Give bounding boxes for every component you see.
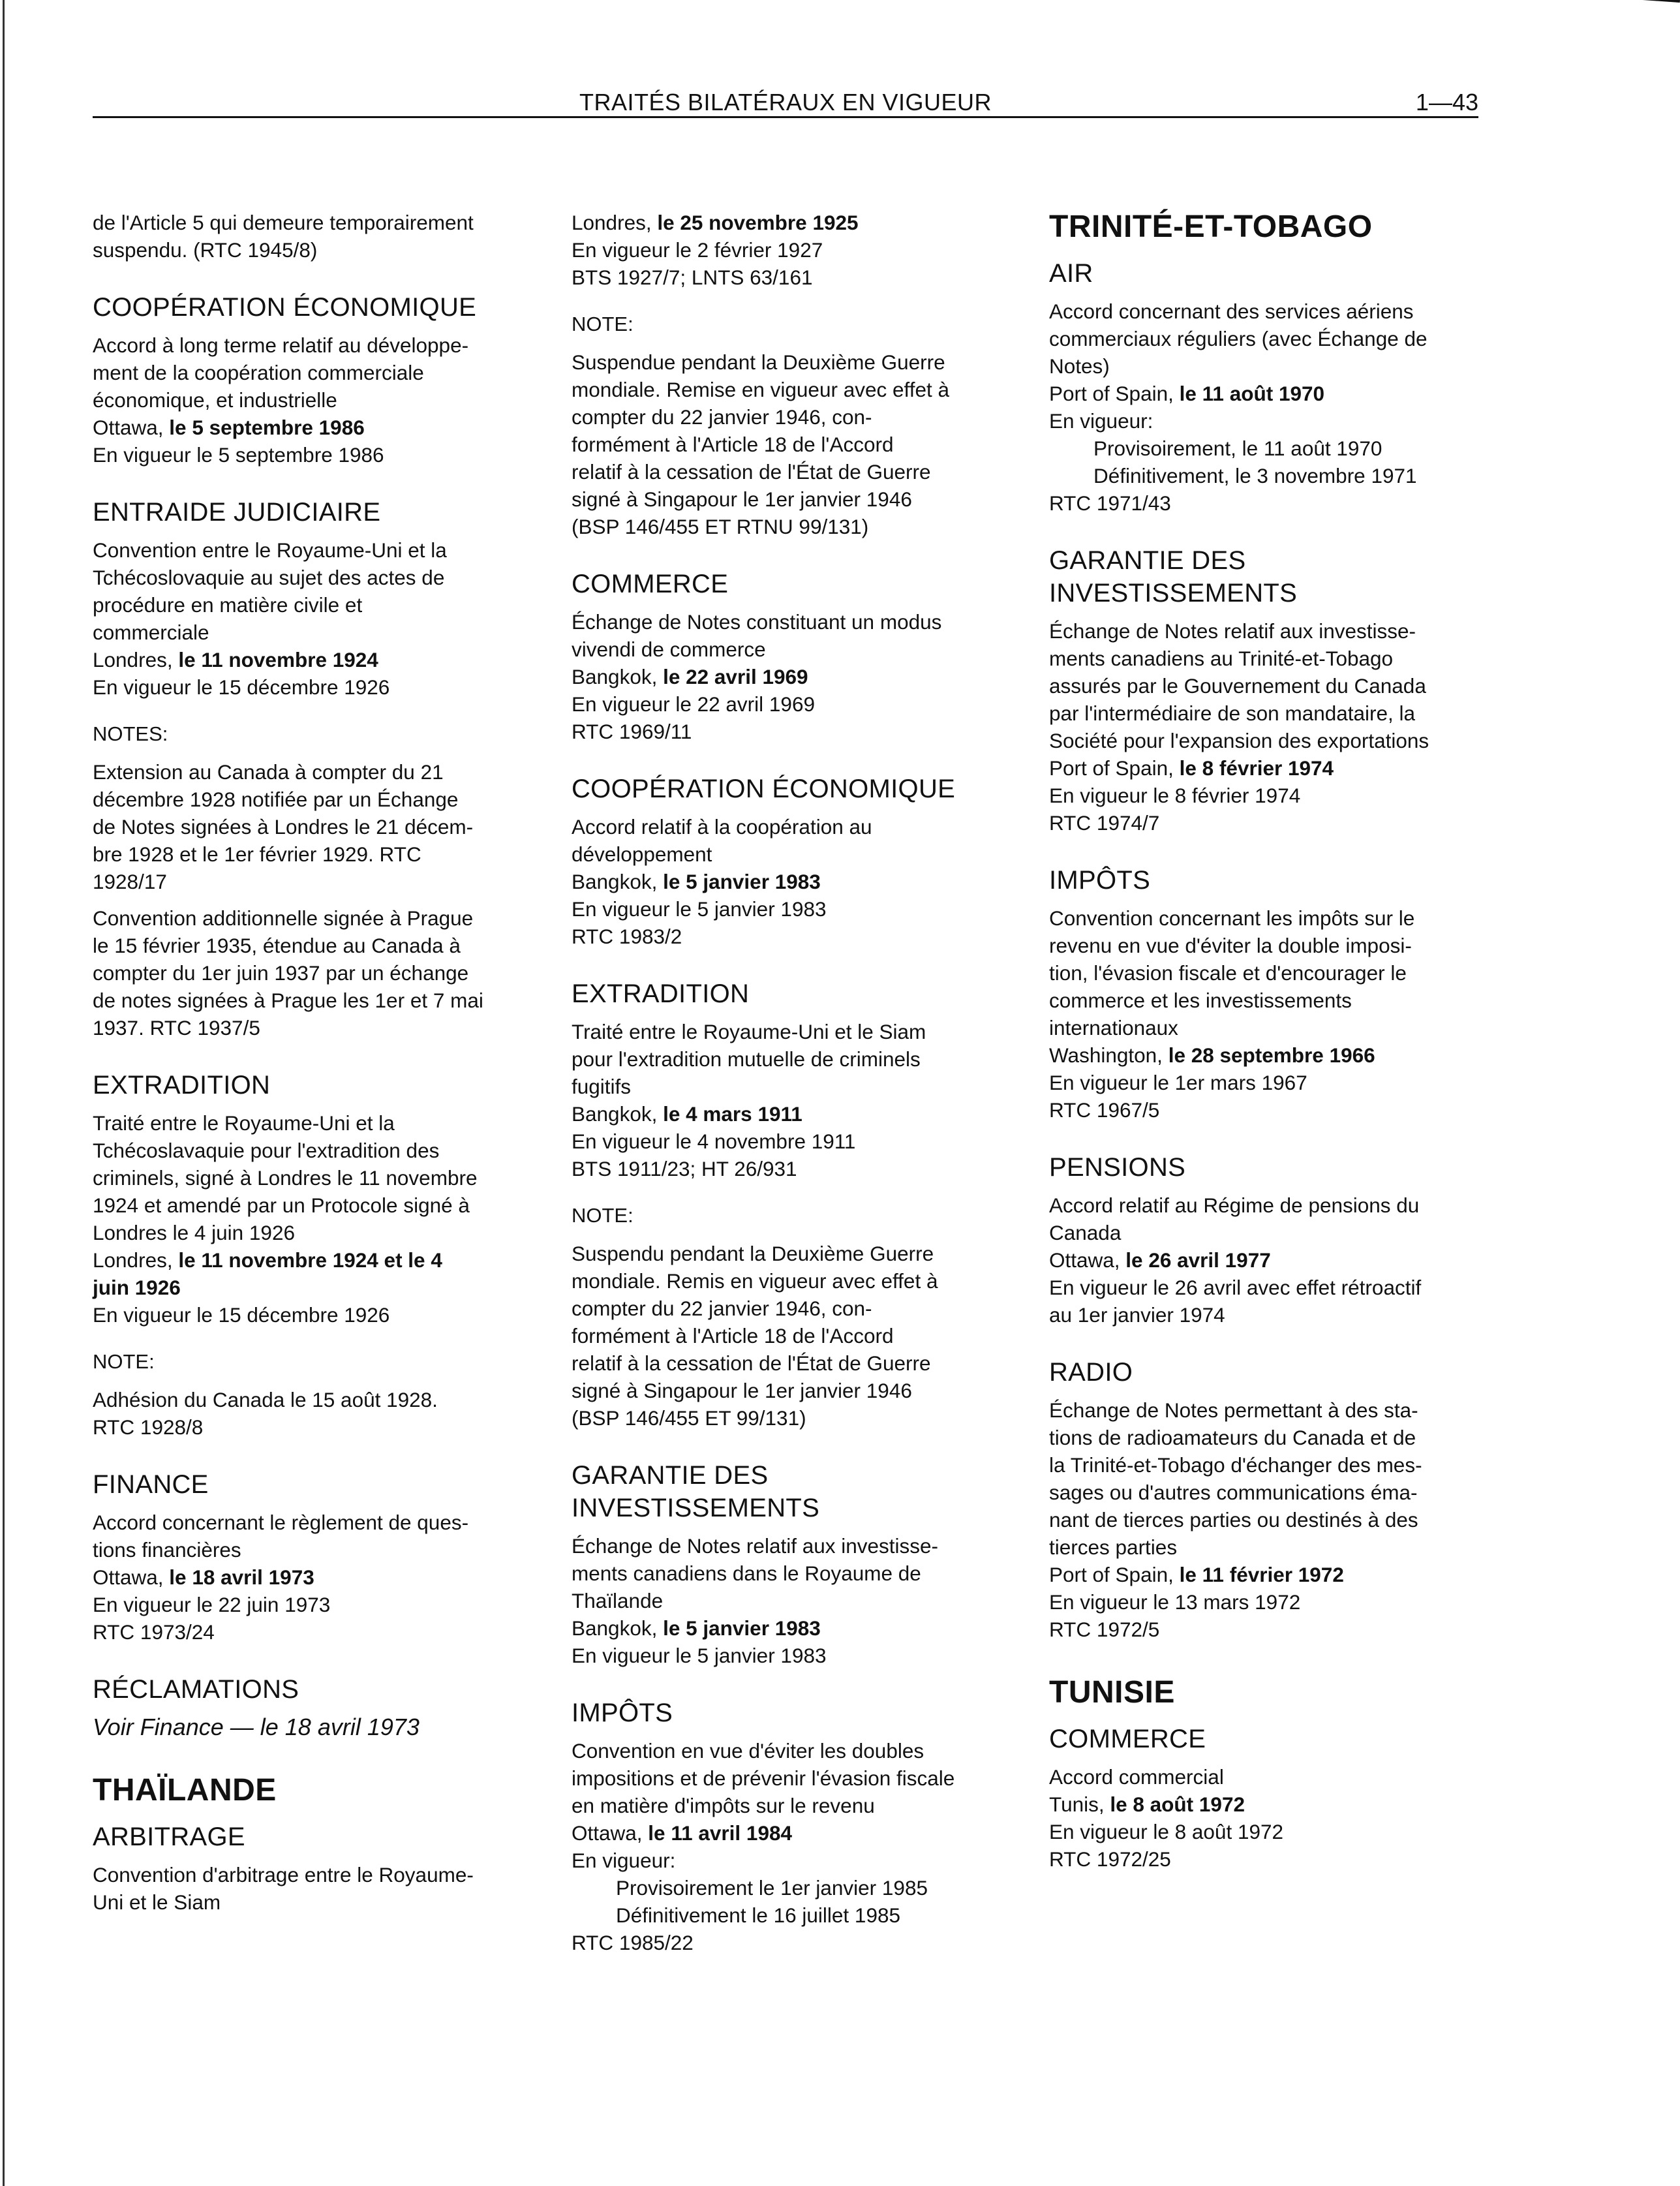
text-line: Société pour l'expansion des exportations: [1049, 729, 1429, 752]
signature-date: le 5 janvier 1983: [663, 870, 821, 893]
signature-date: le 18 avril 1973: [169, 1565, 314, 1589]
text-line: Traité entre le Royaume-Uni et le Siam: [572, 1020, 926, 1043]
section-heading: IMPÔTS: [572, 1699, 673, 1727]
text-line: Échange de Notes constituant un modus: [572, 610, 942, 634]
section-heading: FINANCE: [93, 1470, 209, 1499]
text-line: développement: [572, 842, 712, 866]
text-line: assurés par le Gouvernement du Canada: [1049, 674, 1426, 698]
signature-place: Port of Spain,: [1049, 756, 1180, 780]
signature-place: Ottawa,: [572, 1821, 649, 1845]
signature-place: Bangkok,: [572, 1102, 664, 1126]
signature-line: [93, 1563, 533, 1591]
continued-entry: [572, 209, 1015, 291]
signature-place: Tunis,: [1049, 1793, 1110, 1816]
treaty-reference: RTC 1972/25: [1049, 1847, 1171, 1871]
treaty-reference: RTC 1972/5: [1049, 1618, 1160, 1641]
text-line: Accord commercial: [1049, 1765, 1224, 1789]
section-heading-line: GARANTIE DES: [1049, 546, 1246, 575]
section-heading: RADIO: [1049, 1358, 1133, 1387]
text-line: bre 1928 et le 1er février 1929. RTC: [93, 842, 421, 866]
signature-date: le 26 avril 1977: [1125, 1248, 1271, 1272]
text-line: Thaïlande: [572, 1589, 664, 1612]
section-heading: EXTRADITION: [572, 979, 750, 1008]
text-line: de Notes signées à Londres le 21 décem-: [93, 815, 474, 839]
treaty-entry: [93, 1109, 533, 1329]
text-line: Uni et le Siam: [93, 1890, 221, 1914]
text-line: commerciale: [93, 621, 209, 644]
text-line: Canada: [1049, 1221, 1122, 1244]
provisional-date: Provisoirement le 1er janvier 1985: [616, 1876, 928, 1900]
entry-into-force: En vigueur le 15 décembre 1926: [93, 1303, 390, 1327]
signature-date: le 5 janvier 1983: [663, 1616, 821, 1640]
note-label: NOTE:: [572, 1204, 634, 1227]
treaty-reference: RTC 1974/7: [1049, 811, 1160, 835]
text-line: mondiale. Remis en vigueur avec effet à: [572, 1269, 938, 1293]
text-line: économique, et industrielle: [93, 388, 337, 412]
text-line: Extension au Canada à compter du 21: [93, 760, 444, 784]
provisional-date: Provisoirement, le 11 août 1970: [1093, 437, 1382, 460]
treaty-entry: [1049, 1763, 1486, 1873]
text-line: Accord à long terme relatif au développe-: [93, 333, 469, 357]
signature-date: le 28 septembre 1966: [1168, 1043, 1375, 1067]
treaty-reference: RTC 1985/22: [572, 1931, 694, 1954]
signature-line: [1049, 1561, 1486, 1588]
signature-line: [93, 1246, 533, 1274]
text-line: de notes signées à Prague les 1er et 7 mai: [93, 989, 483, 1012]
column-middle: [572, 209, 1015, 1956]
text-line: de l'Article 5 qui demeure temporairement: [93, 211, 474, 234]
text-line: internationaux: [1049, 1016, 1178, 1039]
entry-into-force: En vigueur le 8 août 1972: [1049, 1820, 1284, 1843]
text-line: ments canadiens dans le Royaume de: [572, 1562, 921, 1585]
section-heading-line: INVESTISSEMENTS: [572, 1494, 820, 1522]
entry-into-force: En vigueur le 5 janvier 1983: [572, 1644, 827, 1667]
entry-into-force: En vigueur le 22 avril 1969: [572, 692, 815, 716]
note-text: [93, 904, 533, 1041]
section-heading-line: INVESTISSEMENTS: [1049, 579, 1298, 608]
country-heading: TRINITÉ-ET-TOBAGO: [1049, 209, 1373, 244]
treaty-reference: RTC 1973/24: [93, 1620, 215, 1644]
entry-into-force: En vigueur le 2 février 1927: [572, 238, 823, 262]
text-line: compter du 22 janvier 1946, con-: [572, 1297, 872, 1320]
text-line: vivendi de commerce: [572, 638, 766, 661]
text-line: formément à l'Article 18 de l'Accord: [572, 1324, 894, 1347]
text-line: (BSP 146/455 ET 99/131): [572, 1406, 806, 1430]
text-line: tion, l'évasion fiscale et d'encourager le: [1049, 961, 1407, 985]
section-heading: ENTRAIDE JUDICIAIRE: [93, 498, 381, 527]
signature-place: Londres,: [572, 211, 658, 234]
treaty-entry: [1049, 298, 1486, 517]
entry-into-force: En vigueur le 1er mars 1967: [1049, 1071, 1307, 1094]
continued-entry: [93, 209, 533, 264]
signature-date: juin 1926: [93, 1276, 181, 1299]
column-right: [1049, 209, 1486, 1873]
signature-place: Londres,: [93, 648, 179, 671]
treaty-reference: RTC 1969/11: [572, 720, 692, 743]
text-line: Convention entre le Royaume-Uni et la: [93, 538, 447, 562]
text-line: suspendu. (RTC 1945/8): [93, 238, 318, 262]
treaty-entry: [93, 1714, 533, 1741]
signature-line: [572, 868, 1015, 895]
section-heading: PENSIONS: [1049, 1153, 1186, 1182]
signature-line: [572, 1100, 1015, 1128]
treaty-reference: RTC 1983/2: [572, 925, 682, 948]
text-line: Traité entre le Royaume-Uni et la: [93, 1111, 395, 1135]
text-line: fugitifs: [572, 1075, 632, 1098]
section-heading: COMMERCE: [1049, 1725, 1206, 1753]
entry-into-force: En vigueur le 13 mars 1972: [1049, 1590, 1301, 1614]
signature-date: le 22 avril 1969: [663, 665, 808, 688]
country-heading: THAÏLANDE: [93, 1773, 277, 1808]
column-left: [93, 209, 533, 1916]
text-line: la Trinité-et-Tobago d'échanger des mes-: [1049, 1453, 1422, 1477]
entry-into-force: En vigueur le 22 juin 1973: [93, 1593, 331, 1616]
signature-place: Bangkok,: [572, 870, 664, 893]
signature-place: Bangkok,: [572, 1616, 664, 1640]
text-line: Accord concernant des services aériens: [1049, 300, 1414, 323]
treaty-reference: BTS 1927/7; LNTS 63/161: [572, 266, 813, 289]
signature-date: le 11 novembre 1924 et le 4: [178, 1248, 442, 1272]
treaty-entry: [93, 1861, 533, 1916]
note-text: [93, 758, 533, 895]
text-line: signé à Singapour le 1er janvier 1946: [572, 1379, 912, 1402]
text-line: relatif à la cessation de l'État de Guerre: [572, 1351, 931, 1375]
text-line: mondiale. Remise en vigueur avec effet à: [572, 378, 949, 401]
text-line: ments canadiens au Trinité-et-Tobago: [1049, 647, 1394, 670]
text-line: commerce et les investissements: [1049, 989, 1352, 1012]
section-heading: COOPÉRATION ÉCONOMIQUE: [93, 293, 477, 322]
section-heading: RÉCLAMATIONS: [93, 1675, 299, 1704]
text-line: pour l'extradition mutuelle de criminels: [572, 1047, 921, 1071]
text-line: ment de la coopération commerciale: [93, 361, 424, 384]
entry-into-force: au 1er janvier 1974: [1049, 1303, 1225, 1327]
section-heading: [1049, 544, 1486, 609]
running-header: [93, 86, 1478, 118]
signature-line: [93, 646, 533, 673]
treaty-entry: [572, 1737, 1015, 1956]
text-line: procédure en matière civile et: [93, 593, 363, 617]
cross-reference: Voir Finance — le 18 avril 1973: [93, 1714, 420, 1740]
page-number: 1—43: [1415, 89, 1478, 115]
signature-line: [1049, 754, 1486, 782]
entry-into-force: En vigueur le 8 février 1974: [1049, 784, 1301, 807]
signature-date: le 25 novembre 1925: [657, 211, 859, 234]
text-line: 1928/17: [93, 870, 167, 893]
signature-line: [1049, 380, 1486, 407]
definitive-date: Définitivement le 16 juillet 1985: [616, 1903, 901, 1927]
treaty-entry: [1049, 617, 1486, 837]
treaty-entry: [572, 608, 1015, 745]
text-line: Accord relatif à la coopération au: [572, 815, 872, 839]
signature-date: le 11 avril 1984: [648, 1821, 792, 1845]
section-heading: COMMERCE: [572, 570, 729, 598]
signature-place: Ottawa,: [1049, 1248, 1126, 1272]
text-line: par l'intermédiaire de son mandataire, la: [1049, 701, 1416, 725]
text-line: Tchécoslovaquie au sujet des actes de: [93, 566, 445, 589]
note-text: [572, 348, 1015, 540]
text-line: formément à l'Article 18 de l'Accord: [572, 433, 894, 456]
text-line: Tchécoslavaquie pour l'extradition des: [93, 1139, 440, 1162]
text-line: sages ou d'autres communications éma-: [1049, 1481, 1418, 1504]
signature-date: le 4 mars 1911: [663, 1102, 802, 1126]
note-label: NOTE:: [572, 313, 634, 335]
text-line: Adhésion du Canada le 15 août 1928.: [93, 1388, 438, 1411]
text-line: Suspendu pendant la Deuxième Guerre: [572, 1242, 934, 1265]
signature-date: le 11 novembre 1924: [178, 648, 378, 671]
section-heading: ARBITRAGE: [93, 1823, 245, 1851]
text-line: 1924 et amendé par un Protocole signé à: [93, 1193, 470, 1217]
treaty-entry: [93, 536, 533, 701]
text-line: Convention additionnelle signée à Prague: [93, 906, 474, 930]
text-line: tierces parties: [1049, 1535, 1178, 1559]
text-line: Notes): [1049, 354, 1110, 378]
entry-into-force: En vigueur le 5 janvier 1983: [572, 897, 827, 921]
signature-line: [1049, 1791, 1486, 1818]
text-line: tions financières: [93, 1538, 241, 1562]
text-line: impositions et de prévenir l'évasion fiscale: [572, 1766, 955, 1790]
entry-into-force: En vigueur:: [572, 1849, 676, 1872]
text-line: Convention en vue d'éviter les doubles: [572, 1739, 924, 1763]
entry-into-force: En vigueur le 26 avril avec effet rétroactif: [1049, 1276, 1422, 1299]
section-heading: [572, 1459, 1015, 1524]
signature-date: le 11 août 1970: [1179, 382, 1325, 405]
section-heading: AIR: [1049, 259, 1093, 288]
signature-date: le 11 février 1972: [1179, 1563, 1344, 1586]
signature-line: [572, 209, 1015, 236]
text-line: tions de radioamateurs du Canada et de: [1049, 1426, 1416, 1449]
text-line: revenu en vue d'éviter la double imposi-: [1049, 934, 1412, 957]
signature-place: Bangkok,: [572, 665, 664, 688]
treaty-entry: [1049, 904, 1486, 1124]
section-heading: EXTRADITION: [93, 1071, 271, 1100]
text-line: Suspendue pendant la Deuxième Guerre: [572, 350, 945, 374]
text-line: RTC 1928/8: [93, 1415, 204, 1439]
signature-date: le 5 septembre 1986: [169, 416, 365, 439]
signature-place: Port of Spain,: [1049, 1563, 1180, 1586]
text-line: Échange de Notes permettant à des sta-: [1049, 1398, 1418, 1422]
text-line: Échange de Notes relatif aux investisse-: [1049, 619, 1416, 643]
running-title: TRAITÉS BILATÉRAUX EN VIGUEUR: [579, 89, 992, 115]
section-heading: COOPÉRATION ÉCONOMIQUE: [572, 775, 956, 803]
text-line: signé à Singapour le 1er janvier 1946: [572, 487, 912, 511]
note-text: [572, 1240, 1015, 1432]
signature-line: [93, 414, 533, 441]
section-heading-line: GARANTIE DES: [572, 1461, 769, 1490]
treaty-reference: BTS 1911/23; HT 26/931: [572, 1157, 797, 1180]
treaty-entry: [1049, 1396, 1486, 1643]
entry-into-force: En vigueur:: [1049, 409, 1153, 433]
signature-place: Ottawa,: [93, 416, 170, 439]
country-heading: TUNISIE: [1049, 1675, 1175, 1710]
notes-label: NOTES:: [93, 722, 168, 745]
text-line: Accord concernant le règlement de ques-: [93, 1511, 469, 1534]
text-line: (BSP 146/455 ET RTNU 99/131): [572, 515, 869, 538]
treaty-entry: [93, 331, 533, 469]
treaty-entry: [1049, 1192, 1486, 1329]
section-heading: IMPÔTS: [1049, 866, 1151, 895]
signature-line: [572, 1819, 1015, 1847]
text-line: criminels, signé à Londres le 11 novembre: [93, 1166, 478, 1190]
text-line: Convention d'arbitrage entre le Royaume-: [93, 1863, 474, 1886]
text-line: Convention concernant les impôts sur le: [1049, 906, 1415, 930]
text-line: nant de tierces parties ou destinés à des: [1049, 1508, 1418, 1532]
treaty-reference: RTC 1967/5: [1049, 1098, 1160, 1122]
entry-into-force: En vigueur le 4 novembre 1911: [572, 1130, 856, 1153]
page-corner-mark: [1601, 0, 1680, 9]
text-line: Échange de Notes relatif aux investisse-: [572, 1534, 939, 1558]
treaty-entry: [572, 1018, 1015, 1182]
signature-line: [572, 663, 1015, 690]
signature-line: [1049, 1041, 1486, 1069]
text-line: Londres le 4 juin 1926: [93, 1221, 295, 1244]
treaty-entry: [93, 1509, 533, 1646]
page-edge: [3, 0, 5, 2186]
note-text: [93, 1386, 533, 1441]
signature-place: Ottawa,: [93, 1565, 170, 1589]
text-line: en matière d'impôts sur le revenu: [572, 1794, 875, 1817]
definitive-date: Définitivement, le 3 novembre 1971: [1093, 464, 1417, 487]
entry-into-force: En vigueur le 15 décembre 1926: [93, 675, 390, 699]
text-line: 1937. RTC 1937/5: [93, 1016, 260, 1039]
text-line: le 15 février 1935, étendue au Canada à: [93, 934, 461, 957]
treaty-entry: [572, 813, 1015, 950]
signature-place: Port of Spain,: [1049, 382, 1180, 405]
signature-line: [1049, 1246, 1486, 1274]
text-line: compter du 22 janvier 1946, con-: [572, 405, 872, 429]
signature-date: le 8 février 1974: [1179, 756, 1334, 780]
treaty-entry: [572, 1532, 1015, 1669]
text-line: relatif à la cessation de l'État de Guerre: [572, 460, 931, 484]
text-line: commerciaux réguliers (avec Échange de: [1049, 327, 1428, 350]
note-label: NOTE:: [93, 1350, 155, 1373]
signature-line: [572, 1614, 1015, 1642]
text-line: compter du 1er juin 1937 par un échange: [93, 961, 469, 985]
text-line: décembre 1928 notifiée par un Échange: [93, 788, 459, 811]
signature-place: Washington,: [1049, 1043, 1168, 1067]
entry-into-force: En vigueur le 5 septembre 1986: [93, 443, 384, 467]
treaty-reference: RTC 1971/43: [1049, 491, 1171, 515]
text-line: Accord relatif au Régime de pensions du: [1049, 1193, 1420, 1217]
signature-date: le 8 août 1972: [1110, 1793, 1245, 1816]
signature-place: Londres,: [93, 1248, 179, 1272]
